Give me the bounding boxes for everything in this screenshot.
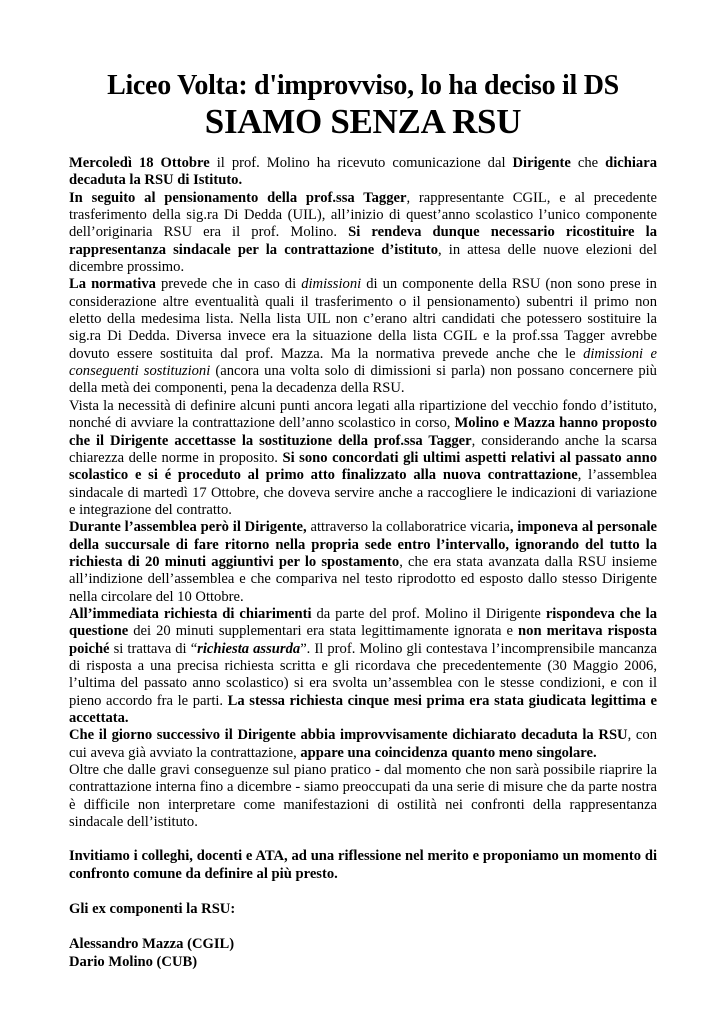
- paragraph: All’immediata richiesta di chiarimenti da parte del prof. Molino il Dirigente rispondeva che la questione dei 20 minuti supplementari era stata legittimamente ignorata e non meritava risposta poiché si trattava di “richiesta assurda”. Il prof. Molino gli contestava l’incomprensibile mancanza di risposta a una precisa richiesta scritta e gli ricordava che precedentemente (30 Maggio 2006, l’ultima del passato anno scolastico) si era svolta un’assemblea con le stesse condizioni, e con il pieno accordo fra le parti. La stessa richiesta cinque mesi prima era stata giudicata legittima e accettata.: [69, 605, 657, 726]
- paragraph: Che il giorno successivo il Dirigente abbia improvvisamente dichiarato decaduta la RSU, con cui aveva già avviato la contrattazione, appare una coincidenza quanto meno singolare.: [69, 727, 657, 761]
- document-page: [69, 70, 657, 971]
- text-run: Mercoledì 18 Ottobre: [69, 155, 210, 171]
- invitation-paragraph: [69, 848, 657, 883]
- text-run: dimissioni: [301, 276, 362, 293]
- text-run: Si rendeva dunque necessario ricostituire la rappresentanza sindacale per la contrattazione d’istituto: [69, 224, 658, 258]
- text-run: All’immediata richiesta di chiarimenti: [69, 605, 312, 622]
- paragraph: Oltre che dalle gravi conseguenze sul piano pratico - dal momento che non sarà possibile riaprire la contrattazione interna fino a dicembre - siamo preoccupati da una serie di misure che da parte nostra è difficile non interpretare come manifestazioni di ostilità nei confronti della rappresentanza sindacale dell’istituto.: [69, 762, 657, 831]
- text-run: Dirigente: [512, 155, 571, 171]
- text-run: dimissioni e conseguenti sostituzioni: [69, 345, 658, 380]
- text-run: La stessa richiesta cinque mesi prima era stata giudicata legittima e accettata.: [69, 692, 657, 726]
- paragraph: La normativa prevede che in caso di dimissioni di un componente della RSU (non sono prese in considerazione altre eventualità quali il trasferimento o il pensionamento) subentri il primo non eletto della medesima lista. Nella lista UIL non c’erano altri candidati che potessero sostituire la sig.ra Di Dedda. Diversa invece era la situazione della lista CGIL e la prof.ssa Tagger avrebbe dovuto essere sostituita dal prof. Mazza. Ma la normativa prevede anche che le dimissioni e conseguenti sostituzioni (ancora una volta solo di dimissioni si parla) non possano concernere più della metà dei componenti, pena la decadenza della RSU.: [69, 276, 658, 397]
- text-run: non meritava risposta poiché: [69, 623, 657, 657]
- text-run: dichiara decaduta la RSU di Istituto.: [69, 155, 657, 189]
- text-run: Invitiamo i colleghi, docenti e ATA, ad una riflessione nel merito e proponiamo un momento di confronto comune da definire al più presto.: [69, 848, 657, 882]
- signature-name-2: Dario Molino (CUB): [69, 953, 198, 970]
- text-run: Si sono concordati gli ultimi aspetti relativi al passato anno scolastico e si é proceduto al primo atto finalizzato alla nuova contrattazione: [69, 449, 657, 484]
- article-body: [69, 155, 657, 883]
- paragraph: In seguito al pensionamento della prof.ssa Tagger, rappresentante CGIL, e al precedente trasferimento della sig.ra Di Dedda (UIL), all’inizio di quest’anno scolastico l’unico componente dell’originaria RSU era il prof. Molino. Si rendeva dunque necessario ricostituire la rappresentanza sindacale per la contrattazione d’istituto, in attesa delle nuove elezioni del dicembre prossimo.: [69, 189, 658, 276]
- title-line-2: SIAMO SENZA RSU: [204, 102, 522, 141]
- text-run: In seguito al pensionamento della prof.ssa Tagger: [69, 189, 407, 206]
- text-run: richiesta assurda: [197, 640, 301, 657]
- text-run: Durante l’assemblea però il Dirigente,: [69, 519, 307, 536]
- text-run: Che il giorno successivo il Dirigente abbia improvvisamente dichiarato decaduta la RSU: [69, 727, 628, 744]
- paragraph: Durante l’assemblea però il Dirigente, attraverso la collaboratrice vicaria, imponeva al personale della succursale di fare ritorno nella propria sede entro l’intervallo, ignorando del tutto la richiesta di 20 minuti aggiuntivi per lo spostamento, che era stata avanzata dalla RSU insieme all’indizione dell’assemblea e che compariva nel testo riprodotto ed esposto dallo stesso Dirigente nella circolare del 10 Ottobre.: [69, 519, 658, 605]
- text-run: La normativa: [69, 276, 156, 293]
- paragraph: Mercoledì 18 Ottobre il prof. Molino ha ricevuto comunicazione dal Dirigente che dichiara decaduta la RSU di Istituto.: [69, 155, 657, 189]
- signature-heading: Gli ex componenti la RSU:: [69, 901, 236, 918]
- signature-name-1: Alessandro Mazza (CGIL): [69, 936, 235, 953]
- text-run: rispondeva che la questione: [69, 605, 657, 640]
- text-run: , imponeva al personale della succursale di fare ritorno nella propria sede entro l’intervallo, ignorando del tutto la richiesta di 20 minuti aggiuntivi per lo spostamento: [69, 519, 658, 570]
- title-line-1: Liceo Volta: d'improvviso, lo ha deciso il DS: [107, 70, 619, 101]
- paragraph: Vista la necessità di definire alcuni punti ancora legati alla ripartizione del vecchio fondo d’istituto, nonché di avviare la contrattazione dell’anno scolastico in corso, Molino e Mazza hanno proposto che il Dirigente accettasse la sostituzione della prof.ssa Tagger, considerando anche la scarsa chiarezza delle norme in proposito. Si sono concordati gli ultimi aspetti relativi al passato anno scolastico e si é proceduto al primo atto finalizzato alla nuova contrattazione, l’assemblea sindacale di martedì 17 Ottobre, che doveva servire anche a raccogliere le indicazioni di variazione e integrazione del contratto.: [69, 397, 658, 518]
- text-run: appare una coincidenza quanto meno singolare.: [300, 744, 597, 761]
- text-run: Molino e Mazza hanno proposto che il Dirigente accettasse la sostituzione della prof.ssa Tagger: [69, 415, 658, 449]
